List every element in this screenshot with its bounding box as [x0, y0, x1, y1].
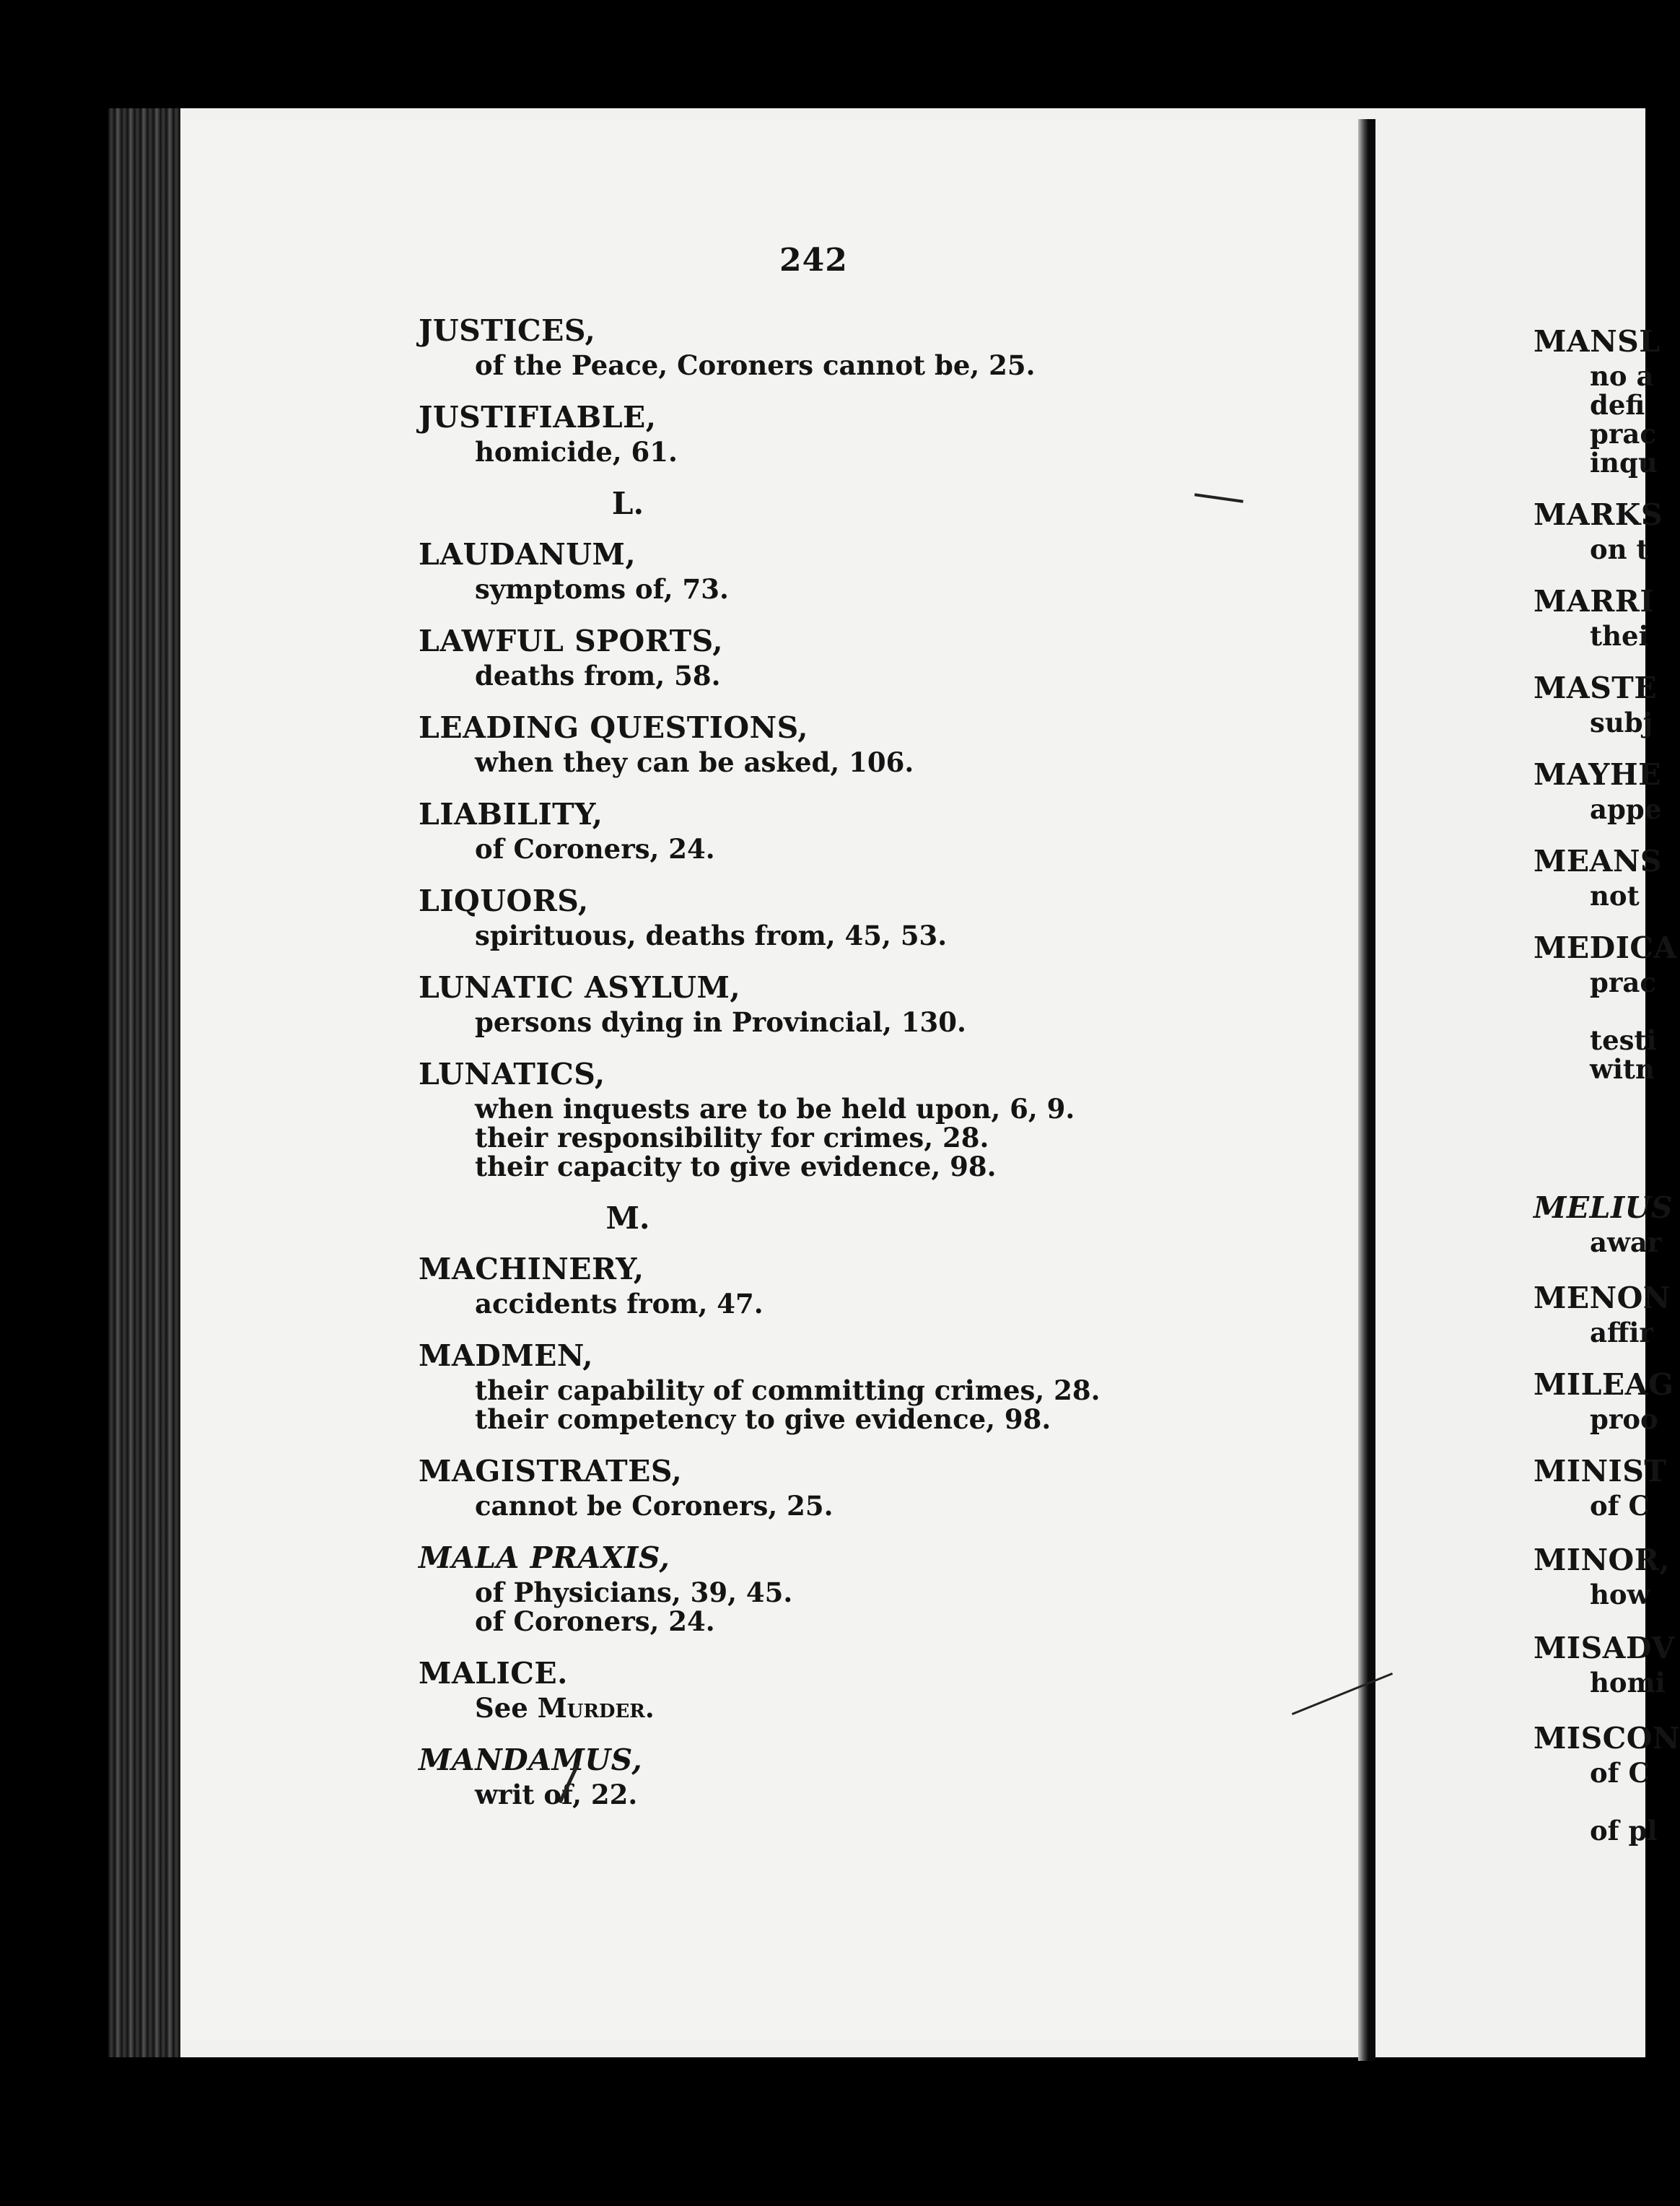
entry-subline — [1534, 1787, 1680, 1816]
entry-subline: prac — [1590, 418, 1656, 450]
entry-subline: when inquests are to be held upon, 6, 9. — [475, 1093, 1075, 1125]
entry-heading: LIQUORS, — [419, 884, 589, 918]
entry-subline: how — [1590, 1579, 1650, 1610]
entry-heading: MELIUS — [1534, 1190, 1674, 1225]
entry-subline: their responsibility for crimes, 28. — [475, 1122, 989, 1154]
right-index-entry — [1534, 494, 1663, 564]
entry-subline: homi — [1590, 1667, 1666, 1699]
entry-subline: of Physicians, 39, 45. — [475, 1577, 793, 1608]
section-letter-m: M. — [605, 1200, 650, 1236]
index-entry — [419, 707, 1321, 777]
entry-heading: LAWFUL SPORTS, — [419, 624, 724, 658]
entry-heading: MALA PRAXIS, — [419, 1540, 670, 1575]
entry-subline: not — [1590, 880, 1640, 912]
entry-heading: MILEAG — [1534, 1367, 1674, 1402]
entry-subline: symptoms of, 73. — [475, 573, 729, 605]
entry-heading: JUSTICES, — [419, 313, 596, 348]
entry-heading: MAYHE — [1534, 757, 1661, 792]
right-index-entry — [1534, 754, 1661, 824]
entry-subline: cannot be Coroners, 25. — [475, 1490, 834, 1522]
entry-heading: MINIST — [1534, 1454, 1667, 1488]
entry-heading: MALICE. — [419, 1656, 568, 1691]
right-index-entry — [1534, 1451, 1666, 1520]
entry-heading: MISCON — [1534, 1721, 1680, 1756]
entry-subline: writ of, 22. — [475, 1779, 638, 1810]
index-entry — [419, 1538, 1321, 1636]
entry-subline: of pl — [1590, 1815, 1658, 1847]
entry-subline: of Coroners, 24. — [475, 833, 715, 865]
entry-heading: MARRI — [1534, 584, 1655, 619]
index-entry — [419, 397, 1321, 466]
entry-subline: no a — [1590, 360, 1654, 392]
index-entry — [419, 967, 1321, 1037]
entry-subline: their competency to give evidence, 98. — [475, 1403, 1051, 1435]
entry-subline: See Murder. — [475, 1692, 655, 1724]
entry-heading: LEADING QUESTIONS, — [419, 710, 809, 745]
entry-subline: inqu — [1590, 447, 1658, 479]
entry-subline: defi — [1590, 389, 1645, 421]
right-page — [1375, 119, 1680, 2039]
entry-subline: their capacity to give evidence, 98. — [475, 1151, 997, 1182]
entry-heading: LIABILITY, — [419, 797, 603, 832]
entries-m — [419, 1249, 1321, 1809]
index-entry — [419, 1740, 1321, 1809]
entries-l — [419, 534, 1321, 1181]
entry-subline: spirituous, deaths from, 45, 53. — [475, 920, 948, 951]
right-index-entry — [1534, 841, 1662, 910]
index-entry — [419, 1249, 1321, 1318]
right-index-entry — [1534, 1628, 1675, 1697]
entry-subline: of Coroners, 24. — [475, 1605, 715, 1637]
entry-subline: prac — [1590, 967, 1656, 998]
section-letter-l: L. — [611, 486, 644, 521]
right-index-entry — [1534, 928, 1677, 1084]
entry-subline: their capability of committing crimes, 28. — [475, 1374, 1101, 1406]
entry-subline: thei — [1590, 620, 1649, 652]
entry-subline: persons dying in Provincial, 130. — [475, 1006, 966, 1038]
entry-heading: MANDAMUS, — [419, 1743, 643, 1777]
book-gutter — [1358, 119, 1375, 2061]
entry-subline: proo — [1590, 1403, 1658, 1435]
entry-heading: MEDICA — [1534, 930, 1677, 965]
entry-subline: when they can be asked, 106. — [475, 746, 914, 778]
entry-subline: on t — [1590, 533, 1649, 565]
entry-heading: MASTE — [1534, 671, 1658, 705]
right-index-entry — [1534, 1718, 1680, 1845]
index-entry — [419, 1335, 1321, 1434]
index-entry — [419, 794, 1321, 863]
right-index-entry — [1534, 1540, 1670, 1609]
entry-subline: deaths from, 58. — [475, 660, 721, 692]
right-index-entry — [1534, 1187, 1673, 1257]
entry-heading: MENON — [1534, 1281, 1671, 1315]
index-entry — [419, 534, 1321, 603]
entries-before-l — [419, 310, 1321, 466]
entry-heading: JUSTIFIABLE, — [419, 400, 657, 435]
entry-subline: accidents from, 47. — [475, 1288, 764, 1320]
entry-subline: homicide, 61. — [475, 436, 678, 468]
entry-heading: MINOR, — [1534, 1543, 1671, 1577]
entry-subline: of the Peace, Coroners cannot be, 25. — [475, 349, 1036, 381]
index-entry — [419, 1653, 1321, 1722]
entry-heading: LAUDANUM, — [419, 537, 636, 572]
entry-heading: MAGISTRATES, — [419, 1454, 683, 1488]
right-index-entry — [1534, 581, 1654, 650]
index-entry — [419, 621, 1321, 690]
entry-heading: LUNATICS, — [419, 1057, 605, 1091]
right-index-entry — [1534, 1364, 1674, 1434]
index-entry — [419, 310, 1321, 380]
index-entry — [419, 1451, 1321, 1520]
entry-heading: MARKS — [1534, 497, 1663, 532]
page-edges — [108, 108, 180, 2057]
entry-subline: awar — [1590, 1226, 1662, 1258]
entry-heading: MANSL — [1534, 324, 1661, 359]
entry-subline: testi — [1590, 1024, 1657, 1056]
index-entry — [419, 1054, 1321, 1181]
entry-subline: subj — [1590, 707, 1653, 738]
entry-subline: of C — [1590, 1490, 1650, 1522]
index-entry — [419, 881, 1321, 950]
entry-subline: witn — [1590, 1053, 1655, 1085]
entry-subline — [1534, 997, 1677, 1026]
entry-heading: MEANS — [1534, 844, 1663, 879]
cross-reference: Murder. — [537, 1692, 655, 1724]
entry-subline: of C — [1590, 1757, 1650, 1789]
entry-heading: MADMEN, — [419, 1338, 594, 1373]
entry-subline: affir — [1590, 1317, 1653, 1348]
entry-heading: MISADV — [1534, 1631, 1675, 1665]
entry-heading: MACHINERY, — [419, 1252, 644, 1286]
entry-heading: LUNATIC ASYLUM, — [419, 970, 741, 1005]
entry-subline: appe — [1590, 793, 1662, 825]
left-page-index — [419, 310, 1321, 1826]
right-index-entry — [1534, 321, 1661, 477]
right-index-entry — [1534, 668, 1657, 737]
page-number: 242 — [779, 242, 848, 279]
right-index-entry — [1534, 1278, 1671, 1347]
